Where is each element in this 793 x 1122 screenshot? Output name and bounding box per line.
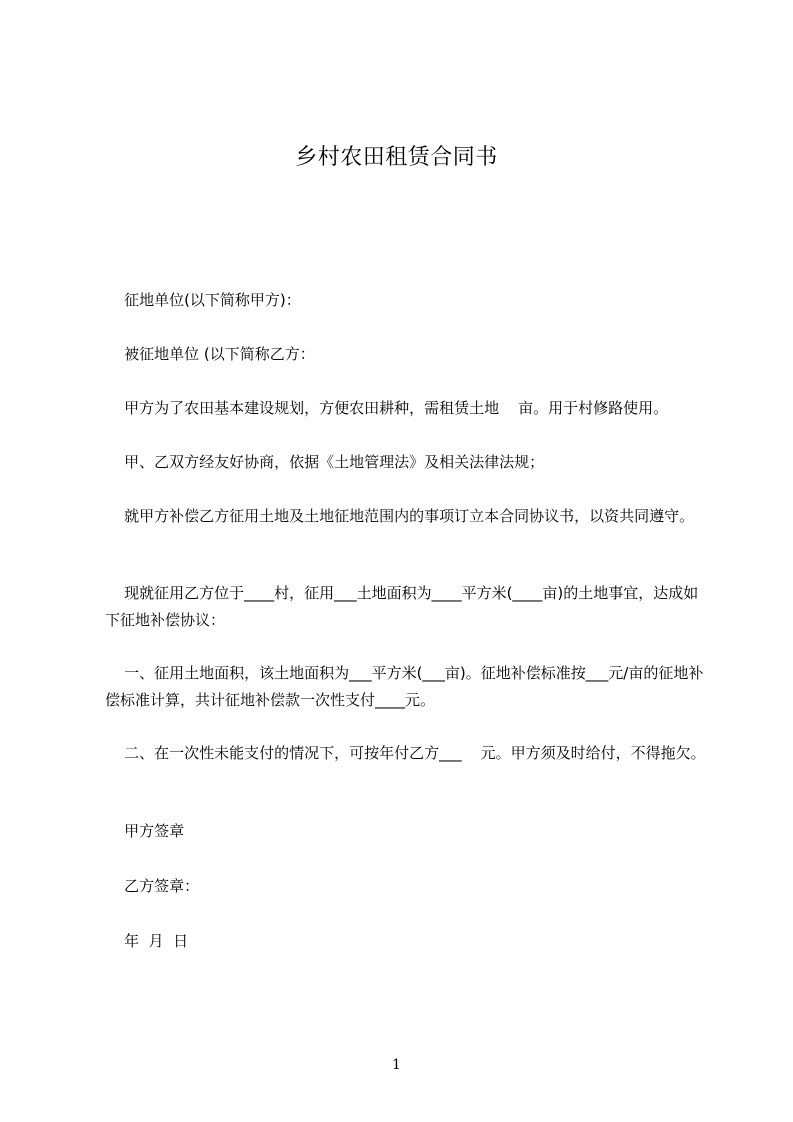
party-a-line: 征地单位(以下简称甲方)： — [105, 291, 301, 309]
party-a-signature: 甲方签章 — [105, 822, 185, 840]
basis-paragraph: 甲、乙双方经友好协商，依据《土地管理法》及相关法律法规； — [105, 453, 545, 471]
party-b-signature: 乙方签章： — [105, 877, 200, 895]
party-b-line: 被征地单位 (以下简称乙方： — [105, 345, 315, 363]
location-paragraph: 现就征用乙方位于____村，征用___土地面积为____平方米(____亩)的土地事宜，达成如下征地补偿协议： — [105, 584, 699, 629]
signature-date: 年 月 日 — [105, 932, 189, 950]
agreement-intro-paragraph: 就甲方补偿乙方征用土地及土地征地范围内的事项订立本合同协议书，以资共同遵守。 — [105, 507, 695, 525]
purpose-paragraph: 甲方为了农田基本建设规划，方便农田耕种，需租赁土地 亩。用于村修路使用。 — [105, 399, 669, 417]
clause-1-paragraph: 一、征用土地面积，该土地面积为___平方米(___亩)。征地补偿标准按___元/亩的征地补偿标准计算，共计征地补偿款一次性支付____元。 — [105, 664, 704, 709]
clause-2-paragraph: 二、在一次性未能支付的情况下，可按年付乙方___ 元。甲方须及时给付，不得拖欠。 — [105, 744, 706, 762]
page-number: 1 — [392, 1057, 401, 1073]
document-title: 乡村农田租赁合同书 — [295, 145, 498, 170]
